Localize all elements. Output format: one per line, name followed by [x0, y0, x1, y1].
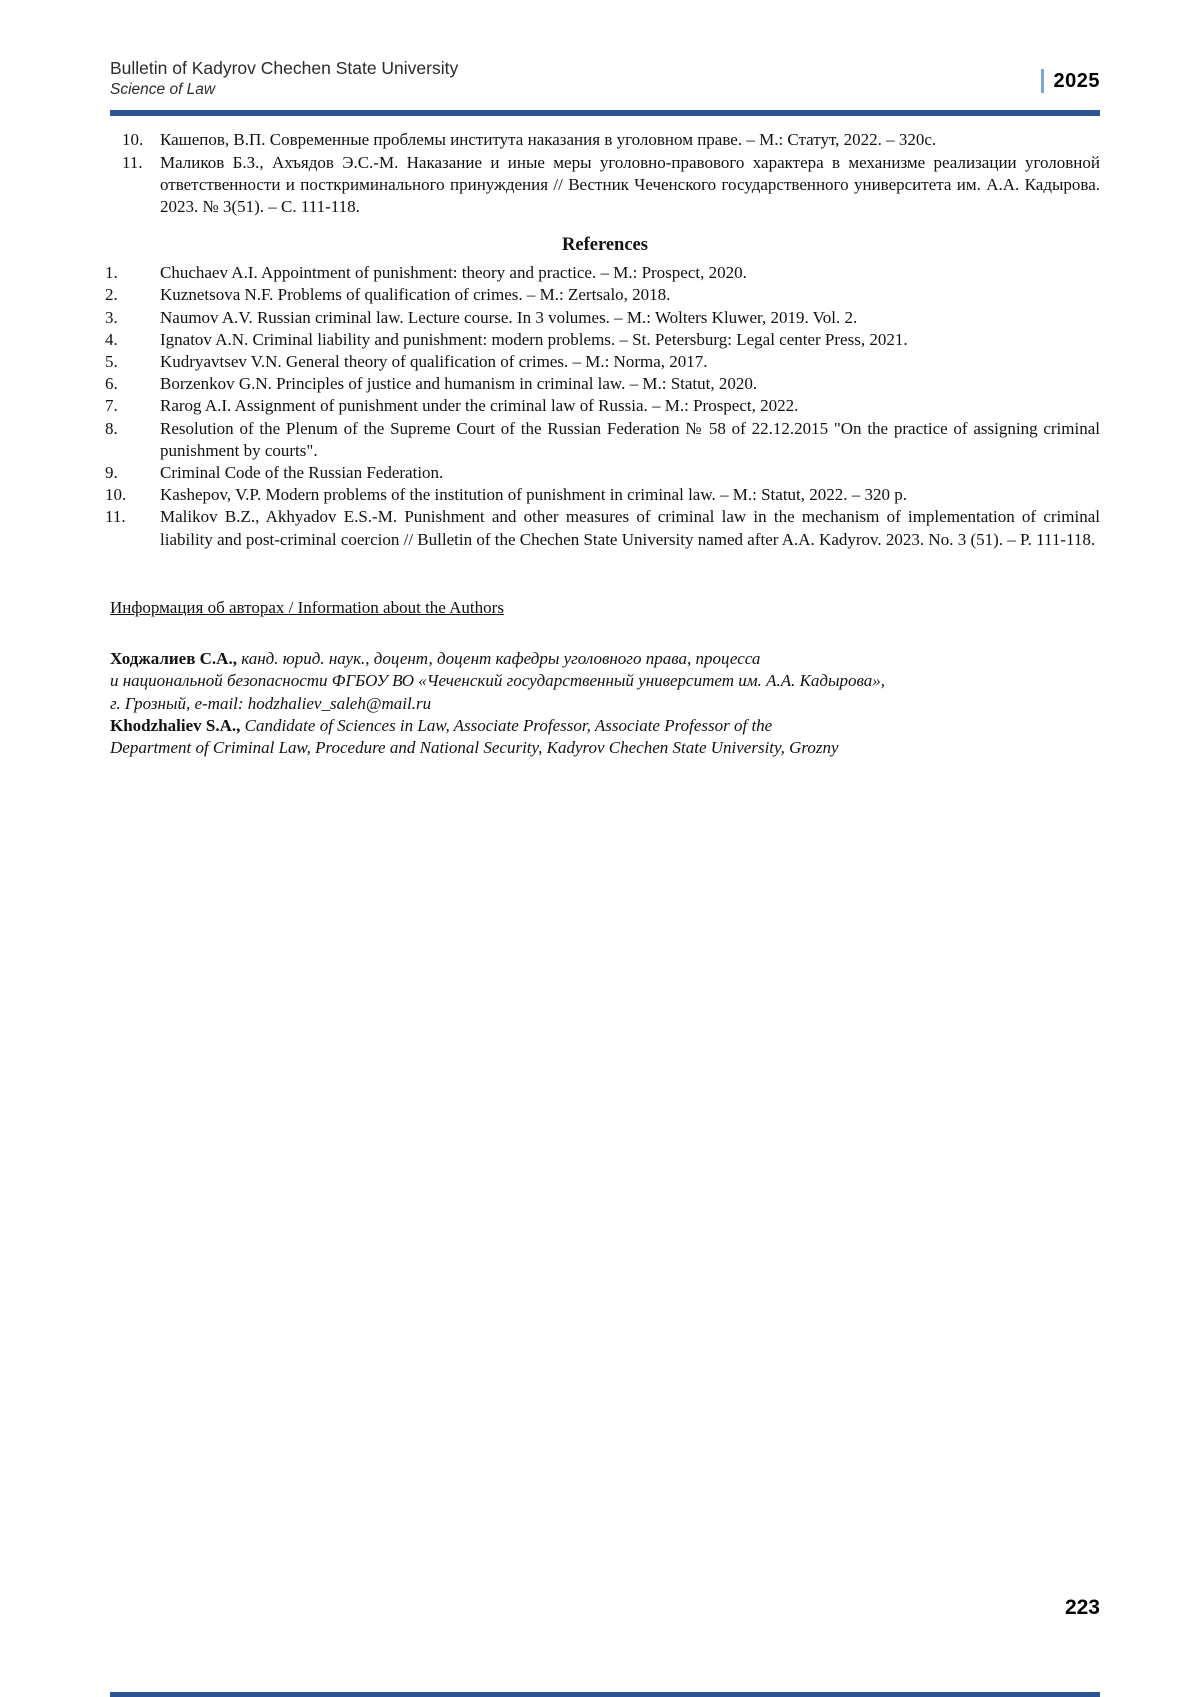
reference-text: Borzenkov G.N. Principles of justice and humanism in criminal law. – M.: Statut, 2020.	[160, 374, 758, 394]
reference-item	[122, 129, 1100, 151]
reference-text: Kuznetsova N.F. Problems of qualification of crimes. – M.: Zertsalo, 2018.	[160, 285, 671, 305]
reference-item	[105, 262, 1100, 284]
author-details-line: Department of Criminal Law, Procedure and National Security, Kadyrov Chechen State University, Grozny	[110, 738, 839, 758]
issue-year: 2025	[1053, 69, 1100, 92]
author-details-line: и национальной безопасности ФГБОУ ВО «Чеченский государственный университет им. А.А. Кадырова»,	[110, 671, 886, 691]
reference-text: Rarog A.I. Assignment of punishment under the criminal law of Russia. – M.: Prospect, 2022.	[160, 396, 799, 416]
reference-number: 6.	[105, 374, 118, 394]
author-details-line: г. Грозный, e-mail: hodzhaliev_saleh@mail.ru	[110, 693, 432, 713]
year-divider-bar	[1041, 69, 1044, 93]
russian-references-list	[0, 129, 1100, 218]
reference-item	[105, 418, 1100, 462]
reference-text: Kashepov, V.P. Modern problems of the institution of punishment in criminal law. – M.: Statut, 2022. – 320 p.	[160, 485, 908, 505]
issue-year-block	[1041, 69, 1101, 99]
reference-item	[105, 506, 1100, 550]
reference-text: Кашепов, В.П. Современные проблемы института наказания в уголовном праве. – М.: Статут, 2022. – 320с.	[160, 130, 937, 150]
reference-text: Malikov B.Z., Akhyadov E.S.-M. Punishment and other measures of criminal law in the mechanism of implementation of criminal liability and post-criminal coercion // Bulletin of the Chechen State University named after A.A. Kadyrov. 2023. No. 3 (51). – P. 111-118.	[160, 507, 1100, 549]
reference-number: 11.	[105, 507, 126, 527]
reference-item	[105, 484, 1100, 506]
reference-number: 10.	[105, 485, 127, 505]
reference-text: Naumov A.V. Russian criminal law. Lecture course. In 3 volumes. – M.: Wolters Kluwer, 2019. Vol. 2.	[160, 307, 858, 327]
author-details-line: канд. юрид. наук., доцент, доцент кафедры уголовного права, процесса	[241, 648, 761, 668]
references-list	[0, 262, 1100, 551]
authors-info	[110, 648, 1100, 760]
author-details-line: Candidate of Sciences in Law, Associate Professor, Associate Professor of the	[244, 716, 773, 736]
header-rule	[110, 110, 1100, 116]
reference-number: 5.	[105, 352, 118, 371]
journal-identity	[110, 56, 458, 99]
reference-text: Chuchaev A.I. Appointment of punishment: theory and practice. – M.: Prospect, 2020.	[160, 263, 747, 283]
reference-number: 11.	[122, 152, 143, 172]
reference-number: 4.	[105, 329, 118, 349]
reference-item	[105, 307, 1100, 329]
author-name-en: Khodzhaliev S.A.,	[110, 716, 241, 736]
journal-title: Bulletin of Kadyrov Chechen State University	[110, 58, 459, 78]
reference-item	[105, 462, 1100, 484]
reference-item	[105, 284, 1100, 306]
author-info-ru	[110, 648, 1100, 715]
reference-number: 2.	[105, 285, 118, 305]
reference-item	[105, 373, 1100, 395]
page-header	[0, 0, 1200, 99]
footer-rule	[110, 1692, 1100, 1697]
reference-item	[105, 395, 1100, 417]
journal-subtitle: Science of Law	[110, 81, 216, 99]
reference-number: 9.	[105, 463, 118, 483]
author-name-ru: Ходжалиев С.А.,	[110, 648, 237, 668]
reference-number: 7.	[105, 396, 118, 416]
reference-item	[105, 329, 1100, 351]
authors-section-heading: Информация об авторах / Information about the Authors	[110, 597, 504, 617]
page-number: 223	[1064, 1596, 1100, 1619]
reference-text: Resolution of the Plenum of the Supreme Court of the Russian Federation № 58 of 22.12.2015 "On the practice of assigning criminal punishment by courts".	[160, 418, 1100, 460]
references-heading: References	[562, 235, 648, 256]
reference-text: Criminal Code of the Russian Federation.	[160, 463, 444, 483]
reference-number: 10.	[122, 130, 144, 150]
reference-text: Маликов Б.З., Ахъядов Э.С.-М. Наказание и иные меры уголовно-правового характера в механизме реализации уголовной ответственности и посткриминального принуждения // Вестник Чеченского государственного университета им. А.А. Кадырова. 2023. № 3(51). – С. 111-118.	[160, 152, 1100, 216]
reference-number: 1.	[105, 263, 118, 283]
reference-number: 8.	[105, 418, 118, 438]
reference-item	[122, 152, 1100, 219]
reference-number: 3.	[105, 307, 118, 327]
reference-text: Ignatov A.N. Criminal liability and punishment: modern problems. – St. Petersburg: Legal center Press, 2021.	[160, 329, 908, 349]
reference-text: Kudryavtsev V.N. General theory of qualification of crimes. – M.: Norma, 2017.	[160, 352, 708, 371]
reference-item	[105, 351, 1100, 373]
author-info-en	[110, 715, 1100, 760]
